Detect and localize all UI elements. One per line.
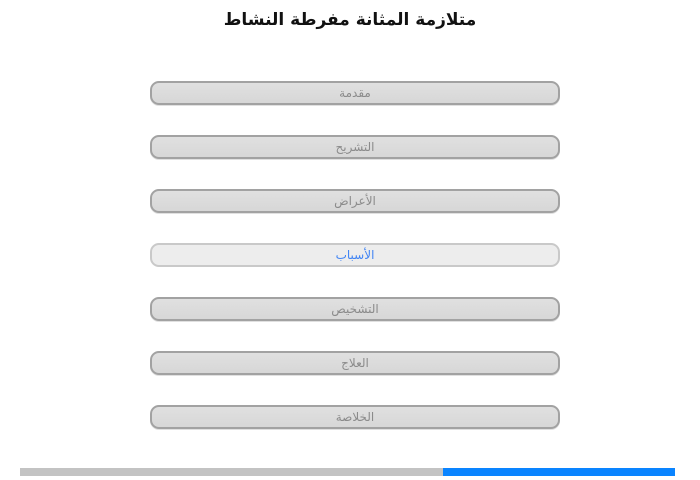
menu-button-summary[interactable]: الخلاصة (150, 405, 560, 429)
menu-button-diagnosis[interactable]: التشخيص (150, 297, 560, 321)
progress-bar[interactable] (20, 468, 675, 476)
menu-button-introduction[interactable]: مقدمة (150, 81, 560, 105)
progress-bar-fill (443, 468, 675, 476)
page-title: متلازمة المثانة مفرطة النشاط (223, 10, 477, 30)
menu-button-symptoms[interactable]: الأعراض (150, 189, 560, 213)
menu-button-treatment[interactable]: العلاج (150, 351, 560, 375)
menu-button-causes[interactable]: الأسباب (150, 243, 560, 267)
progress-bar-track (20, 468, 443, 476)
menu-button-anatomy[interactable]: التشريح (150, 135, 560, 159)
